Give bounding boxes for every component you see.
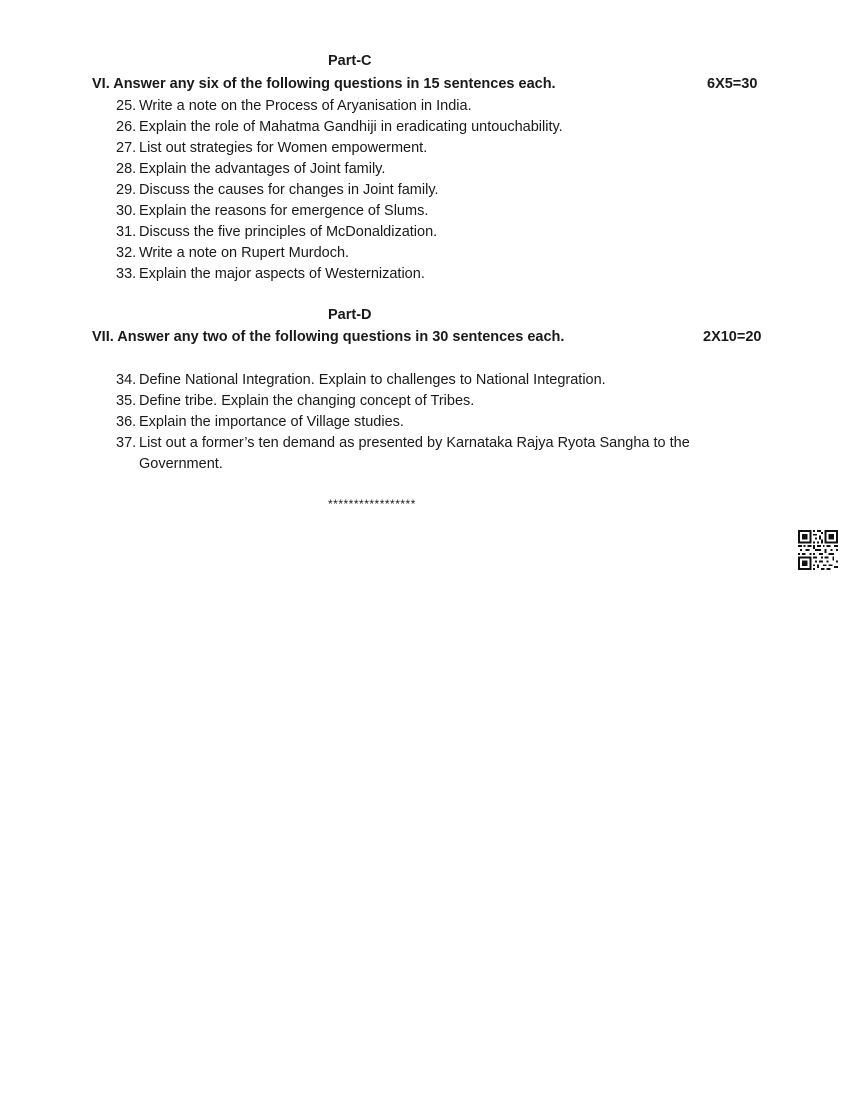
question-number: 37. — [116, 435, 137, 451]
question-number: 30. — [116, 203, 137, 219]
part-c-title: Part-C — [328, 53, 372, 69]
question-item — [116, 433, 739, 475]
question-text: List out strategies for Women empowerment. — [139, 140, 428, 156]
question-number: 28. — [116, 161, 137, 177]
question-item — [116, 180, 563, 201]
question-item — [116, 117, 563, 138]
question-item — [116, 159, 563, 180]
question-text: Write a note on Rupert Murdoch. — [139, 245, 350, 261]
question-item — [116, 370, 739, 391]
question-text: Explain the role of Mahatma Gandhiji in eradicating untouchability. — [139, 119, 563, 135]
part-d-heading — [92, 329, 772, 345]
question-text: Explain the importance of Village studies. — [139, 414, 404, 430]
question-number: 36. — [116, 414, 137, 430]
part-d-instruction: VII. Answer any two of the following questions in 30 sentences each. — [92, 329, 565, 345]
question-item — [116, 243, 563, 264]
part-c-heading — [92, 76, 772, 92]
qr-code-icon — [798, 530, 838, 570]
question-item — [116, 391, 739, 412]
question-text: List out a former’s ten demand as presented by Karnataka Rajya Ryota Sangha to the Government. — [139, 435, 690, 472]
question-text: Discuss the five principles of McDonaldization. — [139, 224, 438, 240]
question-number: 25. — [116, 98, 137, 114]
question-number: 29. — [116, 182, 137, 198]
part-d-question-list — [116, 370, 739, 475]
part-c-instruction: VI. Answer any six of the following questions in 15 sentences each. — [92, 76, 556, 92]
question-number: 26. — [116, 119, 137, 135]
question-text: Discuss the causes for changes in Joint family. — [139, 182, 439, 198]
question-number: 34. — [116, 372, 137, 388]
question-number: 32. — [116, 245, 137, 261]
question-item — [116, 222, 563, 243]
question-text: Write a note on the Process of Aryanisation in India. — [139, 98, 472, 114]
question-text: Explain the major aspects of Westernization. — [139, 266, 425, 282]
part-c-marks: 6X5=30 — [707, 76, 758, 92]
part-d-title: Part-D — [328, 307, 372, 323]
question-text: Define National Integration. Explain to challenges to National Integration. — [139, 372, 606, 388]
question-item — [116, 412, 739, 433]
part-c-question-list — [116, 96, 563, 285]
question-number: 27. — [116, 140, 137, 156]
question-number: 33. — [116, 266, 137, 282]
question-item — [116, 138, 563, 159]
question-text: Explain the advantages of Joint family. — [139, 161, 386, 177]
part-d-marks: 2X10=20 — [703, 329, 762, 345]
question-item — [116, 264, 563, 285]
question-number: 35. — [116, 393, 137, 409]
question-text: Explain the reasons for emergence of Slums. — [139, 203, 429, 219]
end-marker: ***************** — [328, 497, 416, 511]
question-text: Define tribe. Explain the changing concept of Tribes. — [139, 393, 475, 409]
question-item — [116, 96, 563, 117]
question-item — [116, 201, 563, 222]
question-number: 31. — [116, 224, 137, 240]
